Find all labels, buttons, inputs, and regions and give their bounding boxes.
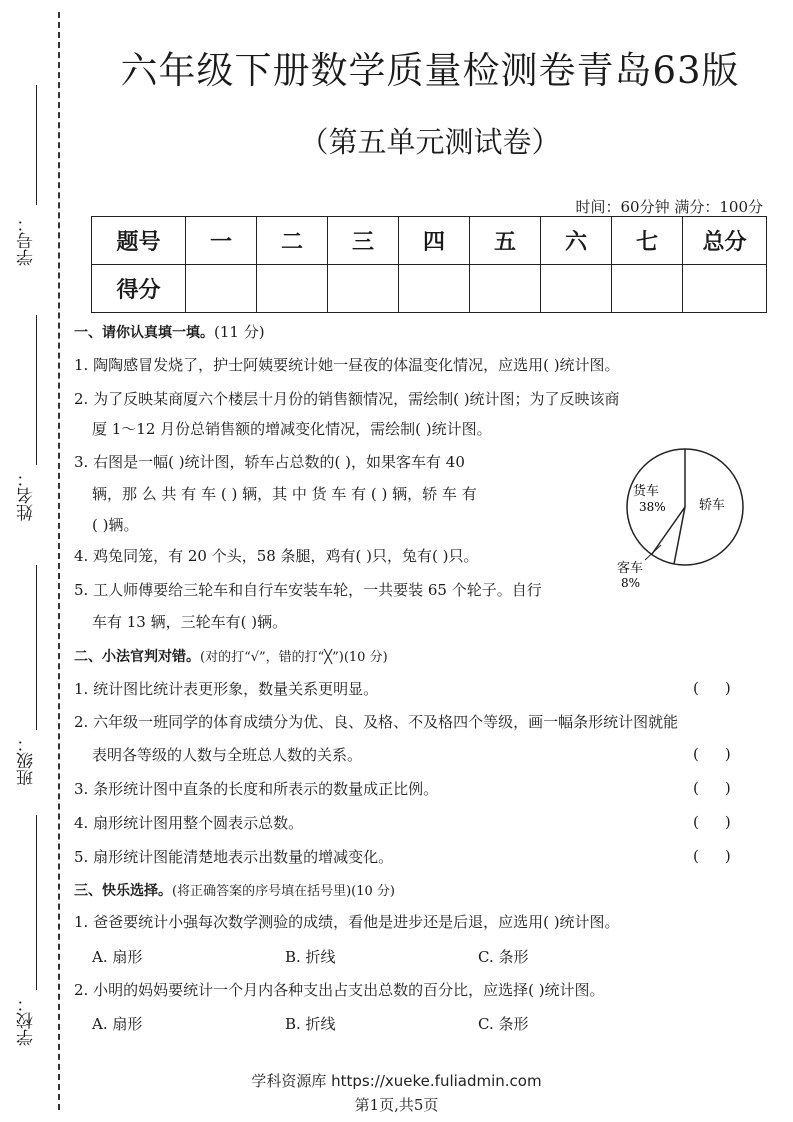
score-table-score-row (92, 265, 767, 313)
s3-q2-option-a[interactable]: A. 扇形 (92, 1015, 143, 1033)
pie-svg (615, 445, 780, 595)
s2-answer-paren-1[interactable]: () (693, 679, 757, 697)
score-header-cell: 三 (328, 217, 399, 265)
score-header-cell: 七 (612, 217, 683, 265)
score-cell[interactable] (257, 265, 328, 313)
score-cell[interactable] (612, 265, 683, 313)
section3-heading (74, 880, 395, 902)
class-label: 班级： (17, 735, 37, 786)
score-header-cell: 二 (257, 217, 328, 265)
section2-title: 二、小法官判对错。 (74, 649, 200, 665)
pie-label-bus-pct: 8% (621, 576, 641, 590)
score-header-cell: 四 (399, 217, 470, 265)
s2-answer-paren-5[interactable]: () (693, 847, 757, 865)
s1-question-2-line2: 厦 1～12 月份总销售额的增减变化情况，需绘制( )统计图。 (92, 420, 492, 438)
section3-note: (将正确答案的序号填在括号里)(10 分) (172, 884, 395, 899)
score-row-label: 得分 (92, 265, 186, 313)
pie-label-bus: 客车 (617, 561, 644, 576)
footer-page-number: 第1页,共5页 (354, 1096, 439, 1114)
score-cell[interactable] (470, 265, 541, 313)
score-cell[interactable] (186, 265, 257, 313)
name-label: 姓名： (17, 470, 37, 521)
score-header-cell: 五 (470, 217, 541, 265)
s3-q1-option-b[interactable]: B. 折线 (285, 948, 336, 966)
pie-label-car: 轿车 (699, 498, 726, 513)
s1-question-3-line1: 3. 右图是一幅( )统计图，轿车占总数的( )，如果客车有 40 (74, 453, 465, 471)
pie-label-truck-pct: 38% (639, 500, 666, 514)
score-cell[interactable] (328, 265, 399, 313)
s3-question-1: 1. 爸爸要统计小强每次数学测验的成绩，看他是进步还是后退，应选用( )统计图。 (74, 913, 620, 931)
section1-title: 一、请你认真填一填。 (74, 325, 214, 341)
binding-dashed-line (58, 12, 60, 1110)
section2-heading (74, 646, 388, 668)
s2-question-5: 5. 扇形统计图能清楚地表示出数量的增减变化。 (74, 848, 394, 866)
s1-question-3-line2: 辆，那 么 共 有 车 ( ) 辆，其 中 货 车 有 ( ) 辆，轿 车 有 (92, 485, 477, 503)
s2-answer-paren-4[interactable]: () (693, 813, 757, 831)
score-cell[interactable] (541, 265, 612, 313)
class-line[interactable] (36, 565, 37, 730)
s2-question-4: 4. 扇形统计图用整个圆表示总数。 (74, 814, 304, 832)
school-label: 学校： (17, 995, 37, 1046)
pie-leader-line (645, 545, 661, 560)
student-id-label: 学号： (17, 215, 37, 266)
s2-question-1: 1. 统计图比统计表更形象，数量关系更明显。 (74, 680, 379, 698)
s3-q1-option-a[interactable]: A. 扇形 (92, 948, 143, 966)
score-table (91, 216, 767, 313)
school-line[interactable] (36, 815, 37, 990)
page-subtitle: （第五单元测试卷） (299, 125, 561, 159)
s2-question-2-line1: 2. 六年级一班同学的体育成绩分为优、良、及格、不及格四个等级，画一幅条形统计图就能 (74, 713, 679, 731)
s1-question-2-line1: 2. 为了反映某商厦六个楼层十月份的销售额情况，需绘制( )统计图；为了反映该商 (74, 390, 620, 408)
s1-question-3-line3: ( )辆。 (92, 516, 139, 534)
name-line[interactable] (36, 315, 37, 465)
section1-heading (74, 322, 265, 343)
score-cell[interactable] (683, 265, 767, 313)
score-cell[interactable] (399, 265, 470, 313)
s2-answer-paren-2[interactable]: () (693, 745, 757, 763)
time-info: 时间：60分钟 满分：100分 (575, 198, 763, 216)
page-title: 六年级下册数学质量检测卷青岛63版 (120, 49, 740, 92)
s1-question-5-line1: 5. 工人师傅要给三轮车和自行车安装车轮，一共要装 65 个轮子。自行 (74, 581, 542, 599)
footer-source: 学科资源库 https://xueke.fuliadmin.com (251, 1072, 542, 1090)
s1-question-4: 4. 鸡兔同笼，有 20 个头，58 条腿，鸡有( )只，兔有( )只。 (74, 547, 479, 565)
s3-q1-option-c[interactable]: C. 条形 (478, 948, 529, 966)
section2-note: (对的打“√”，错的打“╳”)(10 分) (200, 650, 388, 665)
section1-points: (11 分) (214, 323, 265, 341)
s2-question-3: 3. 条形统计图中直条的长度和所表示的数量成正比例。 (74, 780, 439, 798)
s1-question-1: 1. 陶陶感冒发烧了，护士阿姨要统计她一昼夜的体温变化情况，应选用( )统计图。 (74, 356, 620, 374)
s3-question-2: 2. 小明的妈妈要统计一个月内各种支出占支出总数的百分比，应选择( )统计图。 (74, 981, 605, 999)
score-header-cell: 六 (541, 217, 612, 265)
score-table-header-row (92, 217, 767, 265)
section3-title: 三、快乐选择。 (74, 883, 172, 899)
vehicle-pie-figure (615, 445, 780, 595)
s1-question-5-line2: 车有 13 辆，三轮车有( )辆。 (92, 613, 288, 631)
s2-question-2-line2: 表明各等级的人数与全班总人数的关系。 (92, 746, 363, 764)
s3-q2-option-c[interactable]: C. 条形 (478, 1015, 529, 1033)
score-header-cell: 总分 (683, 217, 767, 265)
score-header-cell: 题号 (92, 217, 186, 265)
score-header-cell: 一 (186, 217, 257, 265)
pie-label-truck: 货车 (633, 484, 660, 499)
s3-q2-option-b[interactable]: B. 折线 (285, 1015, 336, 1033)
s2-answer-paren-3[interactable]: () (693, 779, 757, 797)
student-id-line[interactable] (36, 85, 37, 205)
